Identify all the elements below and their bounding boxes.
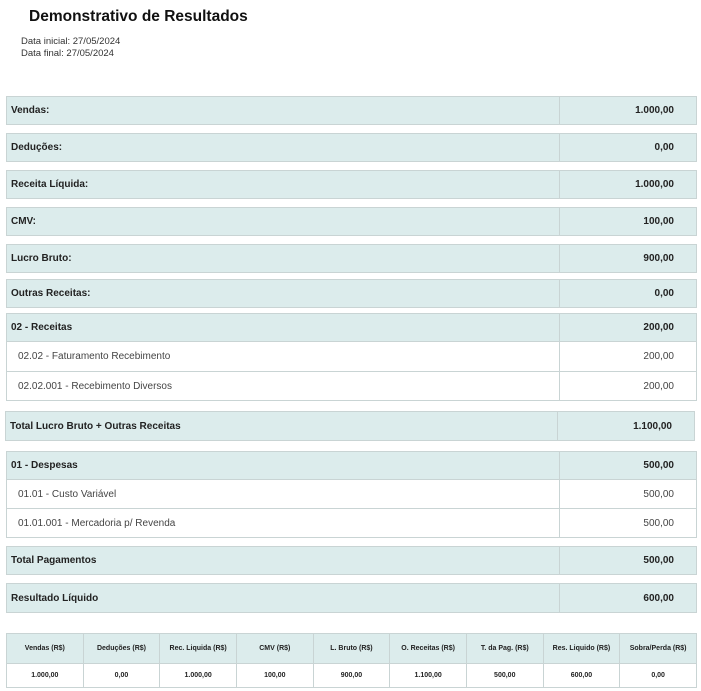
row-label: Resultado Líquido: [7, 584, 560, 612]
row-receitas-sub: [6, 342, 697, 372]
summary-value-cell: 1.000,00: [7, 664, 84, 688]
summary-header-row: [7, 634, 697, 664]
row-despesas-group: [6, 451, 697, 480]
row-receitas-group: [6, 313, 697, 342]
page-title: Demonstrativo de Resultados: [29, 8, 248, 25]
summary-header-cell: Res. Liquido (R$): [543, 634, 620, 664]
summary-header-cell: CMV (R$): [236, 634, 313, 664]
row-resultado-liquido: [6, 583, 697, 613]
row-deducoes: [6, 133, 697, 162]
summary-value-cell: 0,00: [83, 664, 160, 688]
summary-header-cell: Rec. Liquida (R$): [160, 634, 237, 664]
summary-table: [6, 633, 697, 688]
date-range: [21, 36, 120, 60]
row-value: 0,00: [654, 288, 674, 299]
row-cmv: [6, 207, 697, 236]
summary-header-cell: L. Bruto (R$): [313, 634, 390, 664]
row-lucro-bruto: [6, 244, 697, 273]
summary-value-cell: 100,00: [236, 664, 313, 688]
row-value: 1.100,00: [633, 420, 672, 432]
row-value: 500,00: [643, 555, 674, 566]
row-label: Receita Líquida:: [7, 171, 560, 198]
summary-header-cell: O. Receitas (R$): [390, 634, 467, 664]
row-label: CMV:: [7, 208, 560, 235]
row-label: Total Lucro Bruto + Outras Receitas: [6, 412, 558, 440]
summary-header-cell: Sobra/Perda (R$): [620, 634, 697, 664]
row-total-pagamentos: [6, 546, 697, 575]
row-value: 900,00: [643, 253, 674, 264]
row-label: Vendas:: [7, 97, 560, 124]
row-label: Deduções:: [7, 134, 560, 161]
row-label: 01.01 - Custo Variável: [7, 480, 560, 508]
date-final: Data final: 27/05/2024: [21, 48, 114, 59]
row-label: 02.02 - Faturamento Recebimento: [7, 342, 560, 371]
row-receita-liquida: [6, 170, 697, 199]
row-label: 01.01.001 - Mercadoria p/ Revenda: [7, 509, 560, 537]
row-value: 500,00: [643, 460, 674, 471]
summary-value-cell: 500,00: [466, 664, 543, 688]
row-despesas-sub: [6, 480, 697, 509]
summary-value-cell: 600,00: [543, 664, 620, 688]
summary-value-cell: 0,00: [620, 664, 697, 688]
summary-value-cell: 1.100,00: [390, 664, 467, 688]
row-vendas: [6, 96, 697, 125]
row-value: 200,00: [643, 351, 674, 362]
row-value: 0,00: [654, 142, 674, 153]
row-total-lucro: [5, 411, 695, 441]
row-value: 200,00: [643, 322, 674, 333]
summary-header-cell: Deduções (R$): [83, 634, 160, 664]
date-initial: Data inicial: 27/05/2024: [21, 36, 121, 47]
row-value: 500,00: [643, 517, 674, 529]
summary-value-cell: 1.000,00: [160, 664, 237, 688]
row-label: Total Pagamentos: [7, 547, 560, 574]
row-receitas-sub: [6, 372, 697, 401]
summary-header-cell: T. da Pag. (R$): [466, 634, 543, 664]
row-value: 200,00: [643, 380, 674, 392]
row-value: 1.000,00: [635, 179, 674, 190]
row-value: 600,00: [643, 592, 674, 604]
summary-header-cell: Vendas (R$): [7, 634, 84, 664]
row-outras-receitas: [6, 279, 697, 308]
row-label: Outras Receitas:: [7, 280, 560, 307]
row-value: 500,00: [643, 488, 674, 500]
row-value: 100,00: [643, 216, 674, 227]
row-label: 02 - Receitas: [7, 314, 560, 341]
row-despesas-sub: [6, 509, 697, 538]
summary-value-cell: 900,00: [313, 664, 390, 688]
row-label: 02.02.001 - Recebimento Diversos: [7, 372, 560, 400]
row-label: 01 - Despesas: [7, 452, 560, 479]
row-value: 1.000,00: [635, 105, 674, 116]
row-label: Lucro Bruto:: [7, 245, 560, 272]
summary-value-row: [7, 664, 697, 688]
